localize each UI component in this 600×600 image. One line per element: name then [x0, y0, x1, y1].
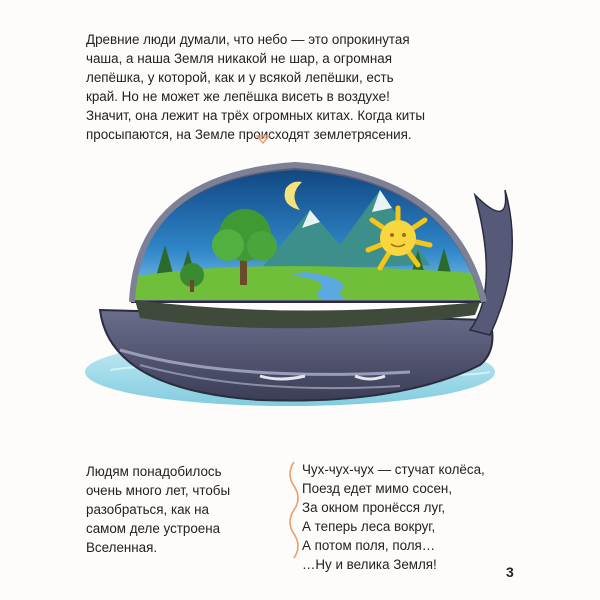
poem-line: …Ну и велика Земля! — [302, 557, 437, 572]
poem-line: А теперь леса вокруг, — [302, 519, 436, 534]
left-line: Вселенная. — [86, 540, 158, 555]
left-line: очень много лет, чтобы — [86, 483, 231, 498]
poem-line: Поезд едет мимо сосен, — [302, 481, 453, 496]
page-number: 3 — [506, 564, 514, 580]
decorative-swirl-icon — [284, 460, 302, 560]
poem-line: А потом поля, поля… — [302, 538, 436, 553]
intro-line: просыпаются, на Земле происходят землетрясения. — [86, 127, 412, 142]
poem — [302, 460, 532, 574]
left-line: Людям понадобилось — [86, 464, 222, 479]
intro-line: Древние люди думали, что небо — это опрокинутая — [86, 32, 410, 47]
intro-line: край. Но не может же лепёшка висеть в воздухе! — [86, 89, 390, 104]
intro-line: Значит, она лежит на трёх огромных китах. Когда киты — [86, 108, 425, 123]
left-line: самом деле устроена — [86, 521, 221, 536]
dome-icon — [120, 160, 500, 328]
whale-earth-illustration — [80, 150, 520, 440]
intro-paragraph — [86, 30, 436, 144]
intro-line: лепёшка, у которой, как и у всякой лепёшки, есть — [86, 70, 394, 85]
left-paragraph — [86, 462, 286, 557]
left-line: разобраться, как на — [86, 502, 209, 517]
intro-line: чаша, а наша Земля никакой не шар, а огромная — [86, 51, 392, 66]
divider-arrow-icon — [256, 135, 270, 145]
poem-line: За окном пронёсся луг, — [302, 500, 446, 515]
poem-line: Чух-чух-чух — стучат колёса, — [302, 462, 485, 477]
